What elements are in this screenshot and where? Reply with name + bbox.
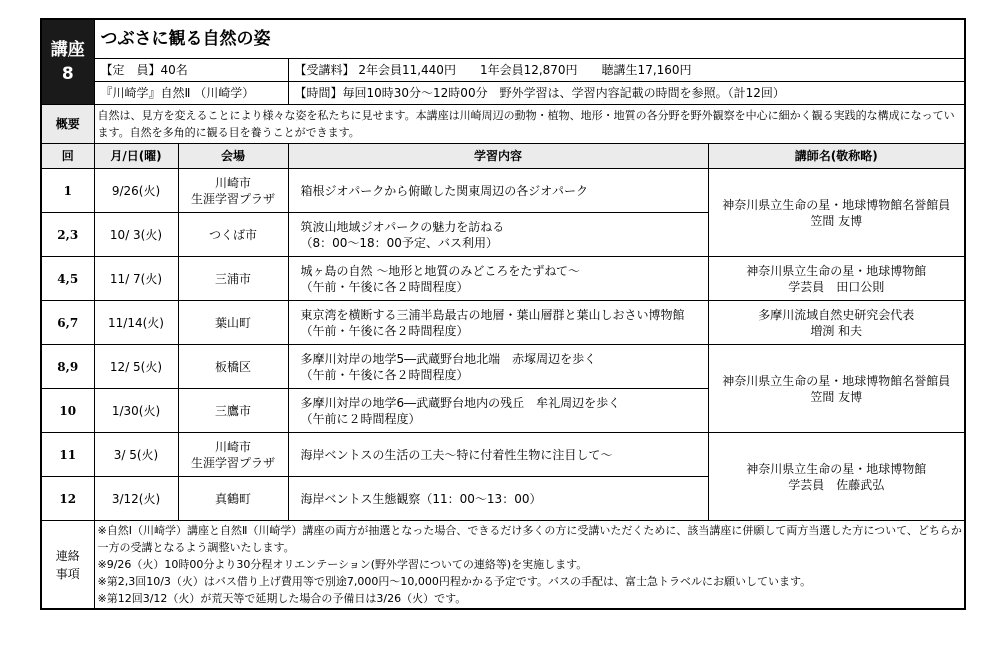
course-label: 講座: [50, 40, 85, 60]
course-title: つぶさに観る自然の姿: [94, 19, 965, 59]
teacher-cell: [708, 169, 965, 257]
notes-text: [94, 521, 965, 610]
content-line-2: （午前・午後に各２時間程度）: [300, 367, 469, 382]
table-row: [41, 433, 965, 477]
content-line-1: 東京湾を横断する三浦半島最古の地層・葉山層群と葉山しおさい博物館: [300, 307, 685, 322]
teacher-affiliation: 神奈川県立生命の星・地球博物館名誉館員: [722, 373, 951, 388]
teacher-cell: [708, 345, 965, 433]
course-category: 『川崎学』自然Ⅱ （川崎学）: [94, 82, 288, 105]
course-time: 【時間】毎回10時30分～12時00分 野外学習は、学習内容記載の時間を参照。（計12回）: [288, 82, 965, 105]
venue-line-2: 生涯学習プラザ: [190, 455, 275, 470]
fee: 【受講料】 2年会員11,440円 1年会員12,870円 聴講生17,160円: [288, 59, 965, 82]
header-session: 回: [41, 144, 94, 169]
session-content: [288, 213, 708, 257]
notes-label-line-1: 連絡: [55, 548, 80, 563]
session-date: 10/ 3(火): [94, 213, 178, 257]
session-number: 10: [41, 389, 94, 433]
note-line: 一方の受講となるよう調整いたします。: [97, 541, 295, 554]
venue-line-1: 川崎市: [214, 439, 251, 454]
teacher-cell: [708, 301, 965, 345]
content-line-2: （午前・午後に各２時間程度）: [300, 279, 469, 294]
header-teacher: 講師名(敬称略): [708, 144, 965, 169]
teacher-name: 増渕 和夫: [810, 323, 863, 338]
session-date: 3/ 5(火): [94, 433, 178, 477]
table-row: [41, 301, 965, 345]
session-venue: 三浦市: [178, 257, 288, 301]
teacher-name: 学芸員 佐藤武弘: [788, 477, 885, 492]
table-row: [41, 169, 965, 213]
content-line-2: （午前に２時間程度）: [300, 411, 421, 426]
session-venue: つくば市: [178, 213, 288, 257]
teacher-affiliation: 神奈川県立生命の星・地球博物館: [746, 263, 927, 278]
session-number: 1: [41, 169, 94, 213]
course-table: [40, 18, 966, 610]
session-number: 6,7: [41, 301, 94, 345]
capacity: 【定 員】40名: [94, 59, 288, 82]
content-line-1: 海岸ベントス生態観察（11：00～13：00）: [300, 491, 542, 506]
session-venue: 真鶴町: [178, 477, 288, 521]
table-row: [41, 257, 965, 301]
notes-label: [41, 521, 94, 610]
session-content: [288, 301, 708, 345]
session-venue: 板橋区: [178, 345, 288, 389]
session-number: 4,5: [41, 257, 94, 301]
content-line-1: 海岸ベントスの生活の工夫～特に付着性生物に注目して～: [300, 447, 613, 462]
content-line-1: 多摩川対岸の地学5―武蔵野台地北端 赤塚周辺を歩く: [300, 351, 597, 366]
course-number: 8: [61, 64, 74, 84]
teacher-name: 学芸員 田口公則: [788, 279, 885, 294]
session-date: 1/30(火): [94, 389, 178, 433]
venue-line-2: 生涯学習プラザ: [190, 191, 275, 206]
teacher-affiliation: 多摩川流域自然史研究会代表: [758, 307, 915, 322]
session-date: 9/26(火): [94, 169, 178, 213]
session-content: [288, 477, 708, 521]
session-date: 11/14(火): [94, 301, 178, 345]
session-content: [288, 169, 708, 213]
session-content: [288, 433, 708, 477]
session-number: 2,3: [41, 213, 94, 257]
content-line-1: 城ヶ島の自然 ～地形と地質のみどころをたずねて～: [300, 263, 581, 278]
content-line-1: 多摩川対岸の地学6―武蔵野台地内の残丘 牟礼周辺を歩く: [300, 395, 621, 410]
teacher-affiliation: 神奈川県立生命の星・地球博物館名誉館員: [722, 197, 951, 212]
header-date: 月/日(曜): [94, 144, 178, 169]
teacher-name: 笠間 友博: [810, 389, 863, 404]
header-content: 学習内容: [288, 144, 708, 169]
overview-text: 自然は、見方を変えることにより様々な姿を私たちに見せます。本講座は川崎周辺の動物・植物、地形・地質の各分野を野外観察を中心に細かく観る実践的な構成になっています。自然を多角的に観る目を養うことができます。: [94, 105, 965, 144]
session-date: 11/ 7(火): [94, 257, 178, 301]
session-venue: 葉山町: [178, 301, 288, 345]
content-line-2: （午前・午後に各２時間程度）: [300, 323, 469, 338]
session-number: 12: [41, 477, 94, 521]
note-line: ※自然Ⅰ（川崎学）講座と自然Ⅱ（川崎学）講座の両方が抽選となった場合、できるだけ多くの方に受講いただくために、該当講座に併願して両方当選した方について、どちらか: [97, 524, 962, 537]
table-row: [41, 345, 965, 389]
session-date: 3/12(火): [94, 477, 178, 521]
session-venue: 三鷹市: [178, 389, 288, 433]
session-venue: [178, 169, 288, 213]
venue-line-1: 川崎市: [214, 175, 251, 190]
overview-label: 概要: [41, 105, 94, 144]
session-venue: [178, 433, 288, 477]
session-content: [288, 257, 708, 301]
content-line-1: 筑波山地域ジオパークの魅力を訪ねる: [300, 219, 505, 234]
course-number-badge: [41, 19, 94, 105]
teacher-cell: [708, 257, 965, 301]
session-date: 12/ 5(火): [94, 345, 178, 389]
session-content: [288, 389, 708, 433]
session-number: 11: [41, 433, 94, 477]
note-line: ※9/26（火）10時00分より30分程オリエンテーション(野外学習についての連絡等)を実施します。: [97, 558, 588, 571]
note-line: ※第12回3/12（火）が荒天等で延期した場合の予備日は3/26（火）です。: [97, 592, 467, 605]
session-content: [288, 345, 708, 389]
header-venue: 会場: [178, 144, 288, 169]
teacher-affiliation: 神奈川県立生命の星・地球博物館: [746, 461, 927, 476]
content-line-2: （8：00～18：00予定、バス利用）: [300, 235, 498, 250]
session-number: 8,9: [41, 345, 94, 389]
note-line: ※第2,3回10/3（火）はバス借り上げ費用等で別途7,000円～10,000円程かかる予定です。バスの手配は、富士急トラベルにお願いしています。: [97, 575, 812, 588]
teacher-name: 笠間 友博: [810, 213, 863, 228]
content-line-1: 箱根ジオパークから俯瞰した関東周辺の各ジオパーク: [300, 183, 589, 198]
notes-label-line-2: 事項: [55, 566, 80, 581]
teacher-cell: [708, 433, 965, 521]
